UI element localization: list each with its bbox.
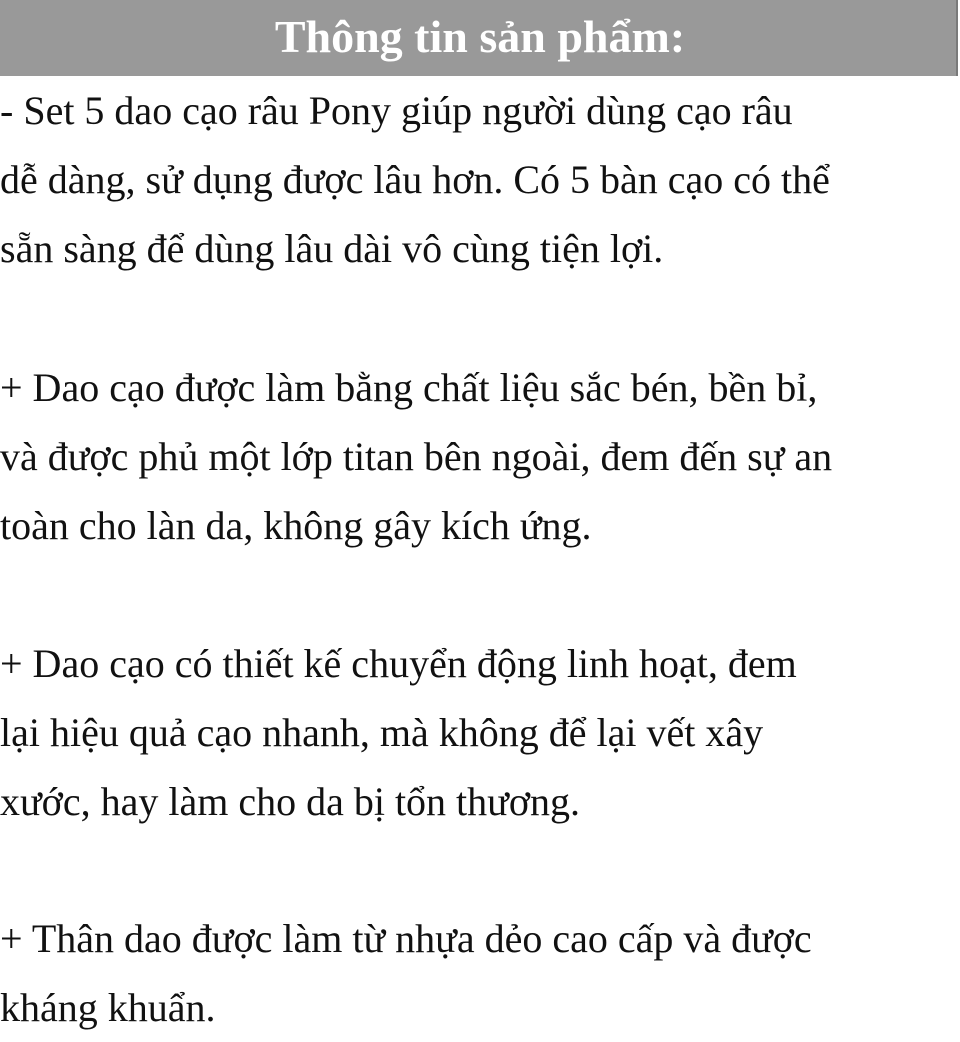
paragraph-design (0, 629, 797, 836)
page-title: Thông tin sản phẩm: (274, 11, 686, 62)
header-bar (0, 0, 958, 76)
text-line: kháng khuẩn. (0, 985, 216, 1030)
text-line: sẵn sàng để dùng lâu dài vô cùng tiện lợi. (0, 226, 664, 271)
text-line: và được phủ một lớp titan bên ngoài, đem đến sự an (0, 434, 833, 479)
paragraph-handle (0, 904, 812, 1042)
text-line: + Dao cạo được làm bằng chất liệu sắc bén, bền bỉ, (0, 365, 818, 410)
paragraph-material (0, 353, 832, 560)
text-line: lại hiệu quả cạo nhanh, mà không để lại vết xây (0, 710, 764, 755)
text-line: - Set 5 dao cạo râu Pony giúp người dùng cạo râu (0, 88, 793, 133)
text-line: + Thân dao được làm từ nhựa dẻo cao cấp và được (0, 916, 812, 961)
paragraph-intro (0, 76, 830, 283)
text-line: + Dao cạo có thiết kế chuyển động linh hoạt, đem (0, 641, 797, 686)
text-line: xước, hay làm cho da bị tổn thương. (0, 779, 580, 824)
text-line: dễ dàng, sử dụng được lâu hơn. Có 5 bàn cạo có thể (0, 157, 830, 202)
text-line: toàn cho làn da, không gây kích ứng. (0, 503, 592, 548)
